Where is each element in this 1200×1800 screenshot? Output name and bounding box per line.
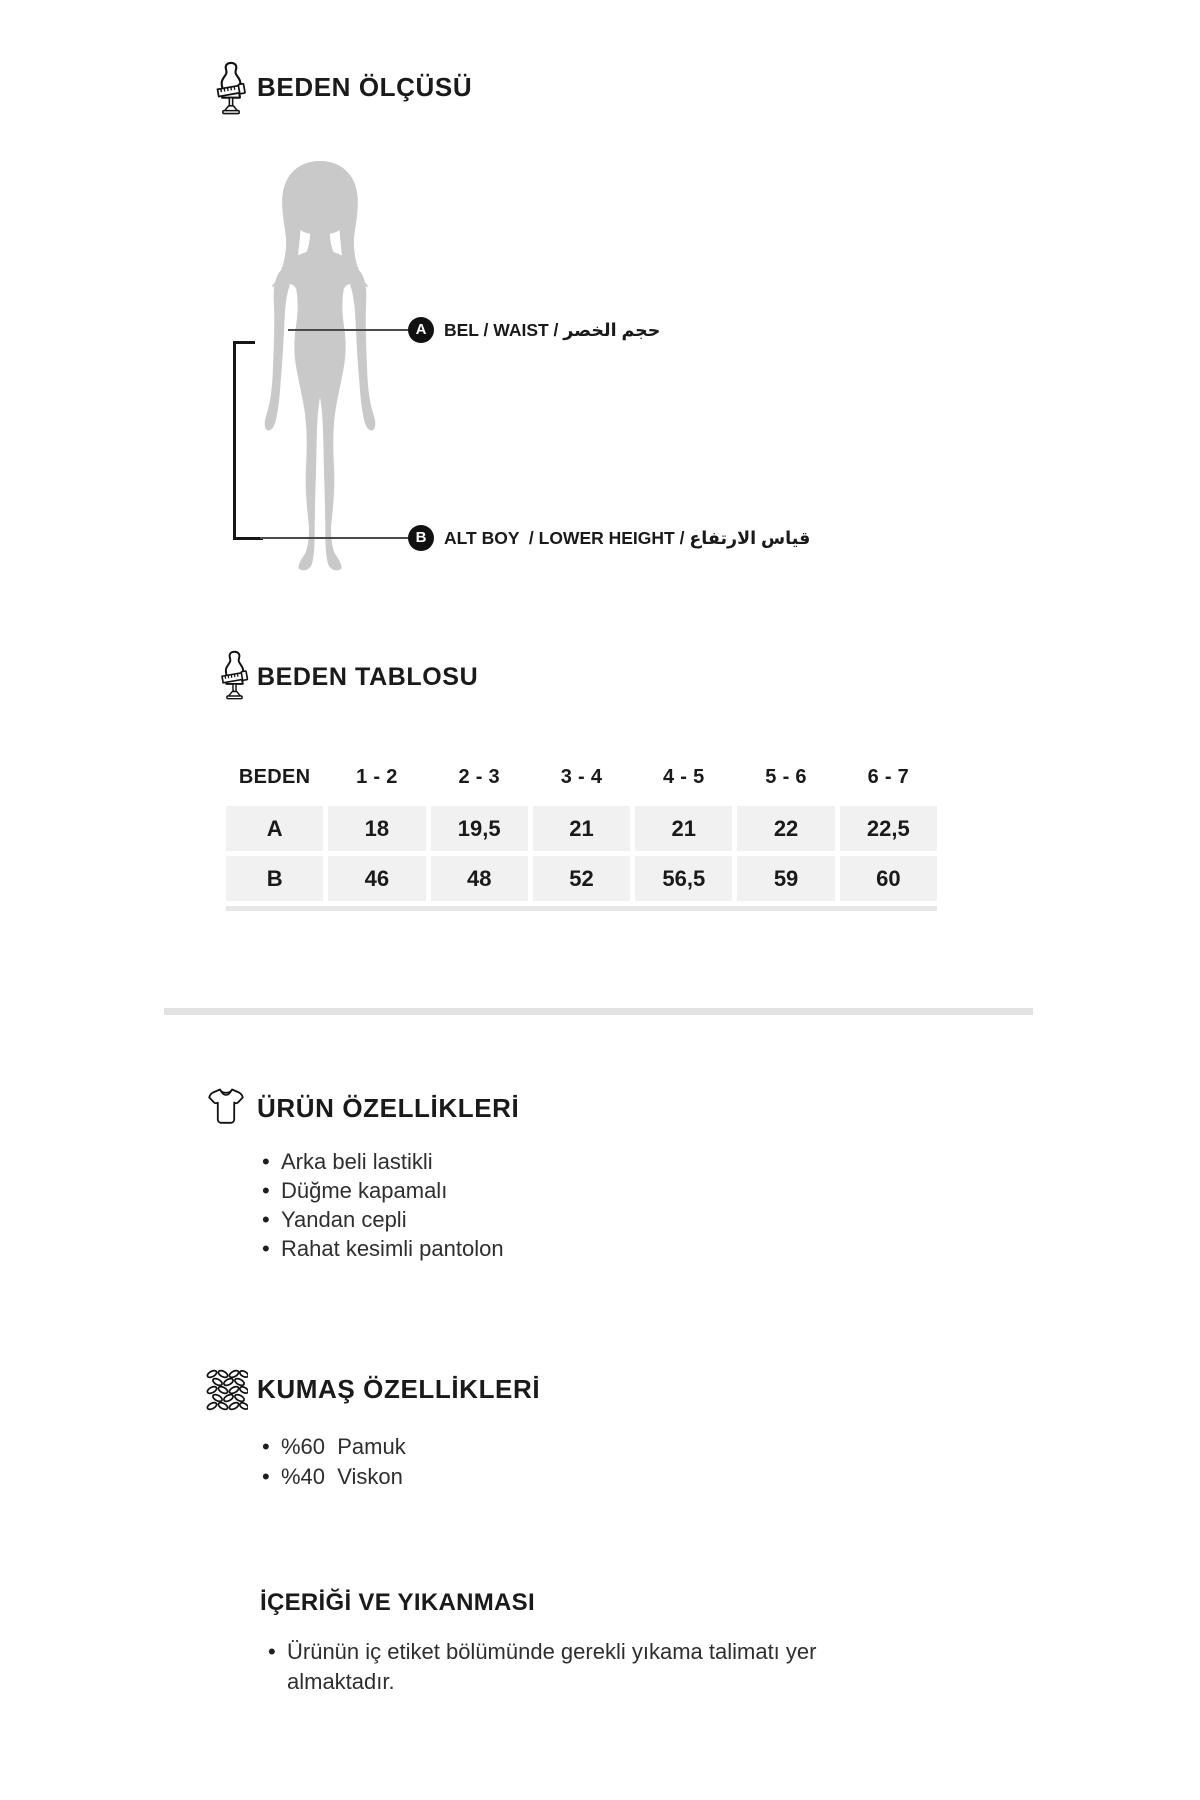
fabric-features-list — [262, 1432, 582, 1492]
marker-b-badge: B — [408, 525, 434, 551]
lower-height-label: ALT BOY / LOWER HEIGHT / قياس الارتفاع — [444, 528, 811, 548]
table-cell: 21 — [635, 806, 732, 851]
table-row-label: A — [226, 806, 323, 851]
height-bracket-top-tick — [233, 341, 255, 344]
size-guide-title: BEDEN ÖLÇÜSÜ — [257, 72, 473, 102]
table-row-label: B — [226, 856, 323, 901]
table-cell: 56,5 — [635, 856, 732, 901]
table-cell: 48 — [431, 856, 528, 901]
table-row — [226, 806, 937, 851]
marker-a-badge: A — [408, 317, 434, 343]
feature-item: • Rahat kesimli pantolon — [262, 1234, 692, 1263]
table-header-cell: BEDEN — [238, 765, 311, 788]
table-cell: 18 — [328, 806, 425, 851]
fabric-item: • %40 Viskon — [262, 1462, 582, 1492]
table-header-cell: 5 - 6 — [765, 765, 807, 788]
waist-label: BEL / WAIST / حجم الخصر — [444, 320, 661, 340]
fabric-features-title: KUMAŞ ÖZELLİKLERİ — [257, 1374, 541, 1404]
size-table — [226, 756, 937, 911]
care-list — [268, 1637, 908, 1697]
child-silhouette — [252, 156, 388, 576]
table-cell: 46 — [328, 856, 425, 901]
waist-leader-line — [288, 329, 409, 331]
feature-item: • Yandan cepli — [262, 1205, 692, 1234]
mannequin-icon — [213, 61, 249, 115]
table-bottom-border — [226, 906, 937, 911]
feature-item: • Düğme kapamalı — [262, 1176, 692, 1205]
table-header-cell: 3 - 4 — [560, 765, 603, 788]
feature-item: • Arka beli lastikli — [262, 1147, 692, 1176]
fabric-weave-icon — [204, 1366, 248, 1412]
care-item: • Ürünün iç etiket bölümünde gerekli yıkama talimatı yer almaktadır. — [268, 1637, 908, 1697]
care-title: İÇERİĞİ VE YIKANMASI — [260, 1589, 535, 1616]
table-cell: 60 — [840, 856, 937, 901]
size-table-header-row — [226, 756, 937, 798]
tshirt-icon — [206, 1086, 246, 1126]
table-cell: 21 — [533, 806, 630, 851]
table-cell: 59 — [737, 856, 834, 901]
fabric-item: • %60 Pamuk — [262, 1432, 582, 1462]
section-divider — [164, 1008, 1033, 1015]
product-features-title: ÜRÜN ÖZELLİKLERİ — [257, 1093, 520, 1123]
table-cell: 52 — [533, 856, 630, 901]
size-table-title: BEDEN TABLOSU — [257, 663, 479, 691]
table-header-cell: 4 - 5 — [663, 765, 705, 788]
product-features-list — [262, 1147, 692, 1263]
table-cell: 22,5 — [840, 806, 937, 851]
lower-height-leader-line — [260, 537, 409, 539]
height-bracket-vertical-line — [233, 341, 236, 540]
table-header-cell: 2 - 3 — [458, 765, 500, 788]
height-bracket-bottom-tick — [233, 537, 263, 540]
table-cell: 19,5 — [431, 806, 528, 851]
mannequin-icon — [218, 650, 251, 700]
table-cell: 22 — [737, 806, 834, 851]
table-header-cell: 6 - 7 — [867, 765, 910, 788]
table-row — [226, 856, 937, 901]
table-header-cell: 1 - 2 — [356, 765, 398, 788]
